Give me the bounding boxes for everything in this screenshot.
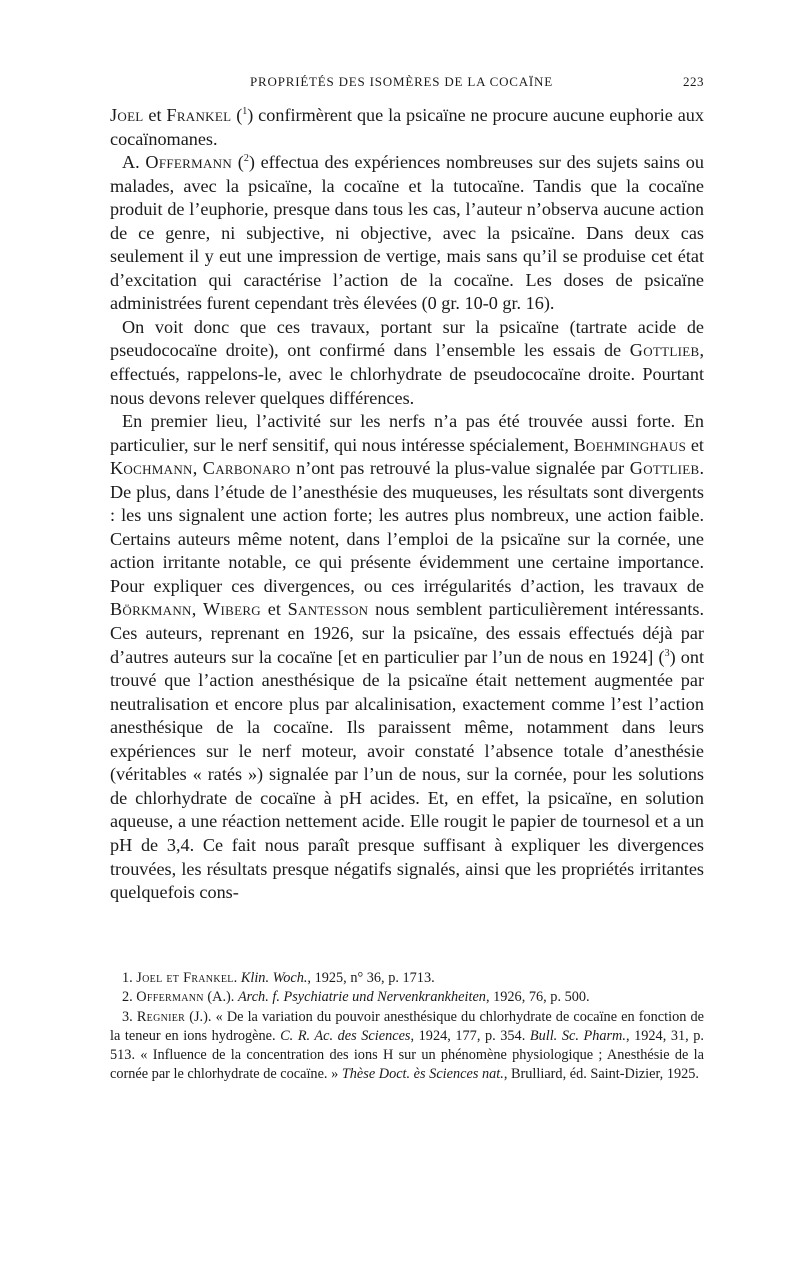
paragraph-text: confirmèrent que la psicaïne ne procure aucune euphorie aux cocaïnomanes. bbox=[110, 105, 704, 149]
paragraph-text: En premier lieu, l’activité sur les nerfs n’a pas été trouvée aussi forte. En particulier, sur le nerf sensitif, qui nous intéresse spécialement, bbox=[110, 411, 704, 455]
paragraph-text: ont trouvé que l’action anesthésique de la psicaïne était nettement augmentée par neutralisation et encore plus par alcalinisation, exactement comme l’est l’action anesthésique de la cocaïne. Ils paraissent même, notamment dans leurs expériences sur le nerf moteur, avoir constaté l’absence totale d’anesthésie (véritables « ratés ») signalée par l’un de nous, sur la cornée, pour les solutions de chlorhydrate de cocaïne à pH acides. Et, en effet, la psicaïne, en solution aqueuse, a une réaction nettement acide. Elle rougit le papier de tournesol et a un pH de 3,4. Ce fait nous paraît presque suffisant à expliquer les divergences trouvées, les résultats presque négatifs signalés, ainsi que les propriétés irritantes quelquefois cons- bbox=[110, 646, 704, 903]
footnote-author: Joel et Frankel bbox=[136, 970, 234, 986]
author-name: Santesson bbox=[287, 599, 369, 620]
footnote-text: , 1924, 177, p. 354. bbox=[410, 1027, 530, 1044]
paragraph-text: et bbox=[686, 434, 704, 455]
paragraph-text: et bbox=[143, 105, 167, 125]
author-name: Carbonaro bbox=[202, 458, 291, 479]
footnote-number: 1. bbox=[122, 970, 137, 986]
paragraph-text: n’ont pas retrouvé la plus-value signalée par bbox=[290, 458, 630, 479]
author-name: Frankel bbox=[166, 105, 232, 125]
paragraph-text: effectua des expériences nombreuses sur des sujets sains ou malades, avec la psicaïne, la cocaïne et la tutocaïne. Tandis que la cocaïne produit de l’euphorie, presque dans tous les cas, l’auteur n’observa aucune action de ce genre, ni subjective, ni objective, avec la psicaïne. Dans deux cas seulement il y eut une impression de vertige, mais sans qu’il se produise cet état d’excitation qui caractérise l’action de la cocaïne. Les doses de psicaïne administrées furent cependant très élevées (0 gr. 10-0 gr. 16). bbox=[110, 152, 704, 314]
footnote-journal: C. R. Ac. des Sciences bbox=[280, 1027, 411, 1044]
footnote-number: 3. bbox=[122, 1008, 137, 1025]
running-header bbox=[110, 74, 704, 96]
author-name: Wiberg bbox=[203, 599, 261, 620]
author-name: Kochmann bbox=[110, 458, 193, 479]
footnote-ref: 2 bbox=[243, 153, 249, 165]
paragraph-4: En premier lieu, l’activité sur les nerfs n’a pas été trouvée aussi forte. En particulier, sur le nerf sensitif, qui nous intéresse spécialement, Boehminghaus et Kochmann, Carbonaro n’ont pas retrouvé la plus-value signalée par Gottlieb. De plus, dans l’étude de l’anesthésie des muqueuses, les résultats sont divergents : les uns signalent une action forte; les autres plus nombreux, une action faible. Certains auteurs même notent, dans l’emploi de la psicaïne sur la cornée, une action irritante notable, ce qui présente évidemment une certaine importance. Pour expliquer ces divergences, ou ces irrégularités d’action, les travaux de Börkmann, Wiberg et Santesson nous semblent particulièrement intéressants. Ces auteurs, reprenant en 1926, sur la psicaïne, des essais effectués déjà par d’autres auteurs sur la cocaïne [et en particulier par l’un de nous en 1924] ($^3$) ont trouvé que l’action anesthésique de la psicaïne était nettement augmentée par neutralisation et encore plus par alcalinisation, exactement comme l’est l’action anesthésique de la cocaïne. Ils paraissent même, notamment dans leurs expériences sur le nerf moteur, avoir constaté l’absence totale d’anesthésie (véritables « ratés ») signalée par l’un de nous, sur la cornée, pour les solutions de chlorhydrate de cocaïne à pH acides. Et, en effet, la psicaïne, en solution aqueuse, a une réaction nettement acide. Elle rougit le papier de tournesol et a un pH de 3,4. Ce fait nous paraît presque suffisant à expliquer les divergences trouvées, les résultats presque négatifs signalés, ainsi que les propriétés irritantes quelquefois cons- bbox=[110, 411, 704, 903]
paragraph-text: , bbox=[192, 458, 203, 479]
footnote-text: , 1926, 76, p. 500. bbox=[485, 989, 590, 1006]
footnote-2 bbox=[110, 988, 704, 1007]
footnote-1 bbox=[110, 969, 704, 988]
author-name: Joel bbox=[110, 105, 144, 125]
running-title: PROPRIÉTÉS DES ISOMÈRES DE LA COCAÏNE bbox=[250, 74, 553, 89]
paragraph-3 bbox=[110, 316, 704, 410]
author-name: Offermann bbox=[145, 152, 233, 173]
page-number: 223 bbox=[683, 74, 704, 89]
paragraph-text: , effectués, rappelons-le, avec le chlorhydrate de pseudococaïne droite. Pourtant nous devons relever quelques différences. bbox=[110, 340, 704, 408]
footnote-ref: 1 bbox=[242, 106, 248, 117]
paragraph-text: et bbox=[260, 599, 288, 620]
footnote-author: Regnier bbox=[136, 1008, 186, 1025]
footnote-3 bbox=[110, 1008, 704, 1085]
footnote-text: , Brulliard, éd. Saint-Dizier, 1925. bbox=[503, 1066, 699, 1083]
paragraph-text: On voit donc que ces travaux, portant sur la psicaïne (tartrate acide de pseudococaïne droite), ont confirmé dans l’ensemble les essais de bbox=[110, 316, 704, 361]
body-text bbox=[110, 104, 704, 905]
footnote-ref: 3 bbox=[664, 647, 670, 659]
paragraph-2: A. Offermann ($^2$) effectua des expériences nombreuses sur des sujets sains ou malades, avec la psicaïne, la cocaïne et la tutocaïne. Tandis que la cocaïne produit de l’euphorie, presque dans tous les cas, l’auteur n’observa aucune action de ce genre, ni subjective, ni objective, avec la psicaïne. Dans deux cas seulement il y eut une impression de vertige, mais sans qu’il se produise cet état d’excitation qui caractérise l’action de la cocaïne. Les doses de psicaïne administrées furent cependant très élevées (0 gr. 10-0 gr. 16). bbox=[110, 152, 704, 314]
footnote-journal: Klin. Woch. bbox=[240, 970, 308, 986]
author-name: Börkmann bbox=[110, 599, 192, 620]
footnote-text: , 1925, n° 36, p. 1713. bbox=[307, 970, 435, 986]
author-name: Gottlieb bbox=[629, 340, 700, 361]
footnotes bbox=[110, 969, 704, 1085]
footnote-journal: Bull. Sc. Pharm. bbox=[529, 1027, 626, 1044]
author-name: Gottlieb bbox=[629, 458, 700, 479]
paragraph-text: nous semblent particulièrement intéressants. Ces auteurs, reprenant en 1926, sur la psicaïne, des essais effectués déjà par d’autres auteurs sur la cocaïne [et en particulier par l’un de nous en 1924] bbox=[110, 599, 704, 667]
footnote-text: . bbox=[233, 970, 241, 986]
footnote-author: Offermann bbox=[136, 989, 204, 1006]
paragraph-1: Joel et Frankel ($^1$) confirmèrent que la psicaïne ne procure aucune euphorie aux cocaïnomanes. bbox=[110, 105, 704, 149]
footnote-text: , 1924, 31, p. 513. « Influence de la concentration des ions H sur un phénomène physiologique ; Anesthésie de la cornée par le chlorhydrate de cocaïne. » bbox=[110, 1027, 705, 1083]
footnote-text: (A.). bbox=[203, 989, 238, 1006]
footnote-text: (J.). « De la variation du pouvoir anesthésique du chlorhydrate de cocaïne en fonction de la teneur en ions hydrogène. bbox=[110, 1008, 704, 1044]
footnote-number: 2. bbox=[122, 989, 137, 1006]
paragraph-text: , bbox=[191, 599, 204, 620]
footnote-journal: Thèse Doct. ès Sciences nat. bbox=[341, 1066, 504, 1083]
author-name: Boehminghaus bbox=[573, 434, 687, 455]
footnote-journal: Arch. f. Psychiatrie und Nervenkrankheiten bbox=[237, 989, 486, 1006]
paragraph-text: . De plus, dans l’étude de l’anesthésie des muqueuses, les résultats sont divergents : les uns signalent une action forte; les autres plus nombreux, une action faible. Certains auteurs même notent, dans l’emploi de la psicaïne sur la cornée, une action irritante notable, ce qui présente évidemment une certaine importance. Pour expliquer ces divergences, ou ces irrégularités d’action, les travaux de bbox=[110, 458, 704, 596]
author-initial: A. bbox=[122, 152, 146, 173]
